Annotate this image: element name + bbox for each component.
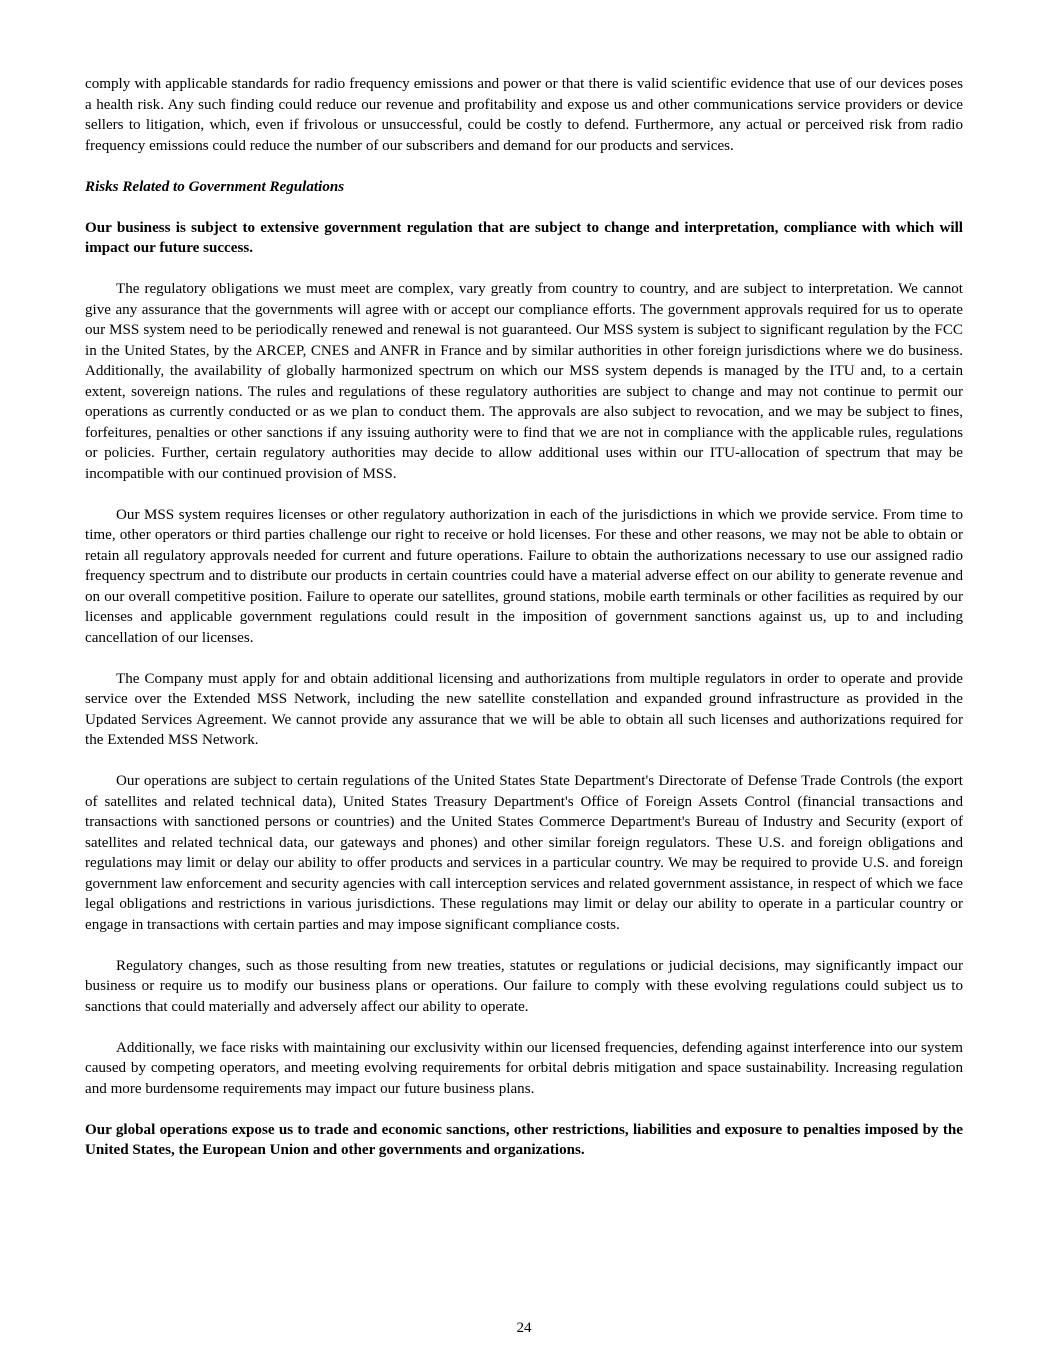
paragraph-licenses: Our MSS system requires licenses or other regulatory authorization in each of the jurisdictions in which we provide service. From time to time, other operators or third parties challenge our right to receive or hold licenses. For these and other reasons, we may not be able to obtain or retain all regulatory approvals needed for current and future operations. Failure to obtain the authorizations necessary to use our assigned radio frequency spectrum and to distribute our products in certain countries could have a material adverse effect on our ability to generate revenue and on our overall competitive position. Failure to operate our satellites, ground stations, mobile earth terminals or other facilities as required by our licenses and applicable government regulations could result in the imposition of government sanctions against us, up to and including cancellation of our licenses. <box>85 506 963 646</box>
paragraph-exclusivity-risks: Additionally, we face risks with maintaining our exclusivity within our licensed frequencies, defending against interference into our system caused by competing operators, and meeting evolving requirements for orbital debris mitigation and space sustainability. Increasing regulation and more burdensome requirements may impact our future business plans. <box>85 1039 963 1097</box>
paragraph-regulatory-changes: Regulatory changes, such as those resulting from new treaties, statutes or regulations or judicial decisions, may significantly impact our business or require us to modify our business plans or operations. Our failure to comply with these evolving regulations could subject us to sanctions that could materially and adversely affect our ability to operate. <box>85 957 963 1015</box>
section-title: Risks Related to Government Regulations <box>85 178 345 195</box>
subheading-regulation: Our business is subject to extensive government regulation that are subject to change and interpretation, compliance with which will impact our future success. <box>85 219 963 256</box>
paragraph-export-regulations: Our operations are subject to certain regulations of the United States State Department's Directorate of Defense Trade Controls (the export of satellites and related technical data), United States Treasury Department's Office of Foreign Assets Control (financial transactions and transactions with sanctioned persons or countries) and the United States Commerce Department's Bureau of Industry and Security (export of satellites and related technical data, our gateways and phones) and other similar foreign regulators. These U.S. and foreign obligations and regulations may limit or delay our ability to offer products and services in a particular country. We may be required to provide U.S. and foreign government law enforcement and security agencies with call interception services and related government assistance, in respect of which we face legal obligations and restrictions in various jurisdictions. These regulations may limit or delay our ability to operate in a particular country or engage in transactions with certain parties and may impose significant compliance costs. <box>85 773 963 933</box>
page-number: 24 <box>516 1320 532 1336</box>
intro-paragraph: comply with applicable standards for radio frequency emissions and power or that there is valid scientific evidence that use of our devices poses a health risk. Any such finding could reduce our revenue and profitability and expose us and other communications service providers or device sellers to litigation, which, even if frivolous or unsuccessful, could be costly to defend. Furthermore, any actual or perceived risk from radio frequency emissions could reduce the number of our subscribers and demand for our products and services. <box>85 76 963 154</box>
subheading-sanctions: Our global operations expose us to trade and economic sanctions, other restrictions, liabilities and exposure to penalties imposed by the United States, the European Union and other governments and organizations. <box>85 1121 963 1158</box>
document-page <box>85 74 963 1181</box>
paragraph-regulatory-obligations: The regulatory obligations we must meet are complex, vary greatly from country to country, and are subject to interpretation. We cannot give any assurance that the governments will agree with or accept our compliance efforts. The government approvals required for us to operate our MSS system need to be periodically renewed and renewal is not guaranteed. Our MSS system is subject to significant regulation by the FCC in the United States, by the ARCEP, CNES and ANFR in France and by similar authorities in other foreign jurisdictions where we do business. Additionally, the availability of globally harmonized spectrum on which our MSS system depends is managed by the ITU and, to a certain extent, sovereign nations. The rules and regulations of these regulatory authorities are subject to change and may not continue to permit our operations as currently conducted or as we plan to conduct them. The approvals are also subject to revocation, and we may be subject to fines, forfeitures, penalties or other sanctions if any issuing authority were to find that we are not in compliance with the applicable rules, regulations or policies. Further, certain regulatory authorities may decide to allow additional uses within our ITU-allocation of spectrum that may be incompatible with our continued provision of MSS. <box>85 281 963 482</box>
paragraph-extended-network: The Company must apply for and obtain additional licensing and authorizations from multiple regulators in order to operate and provide service over the Extended MSS Network, including the new satellite constellation and expanded ground infrastructure as provided in the Updated Services Agreement. We cannot provide any assurance that we will be able to obtain all such licenses and authorizations required for the Extended MSS Network. <box>85 670 963 748</box>
